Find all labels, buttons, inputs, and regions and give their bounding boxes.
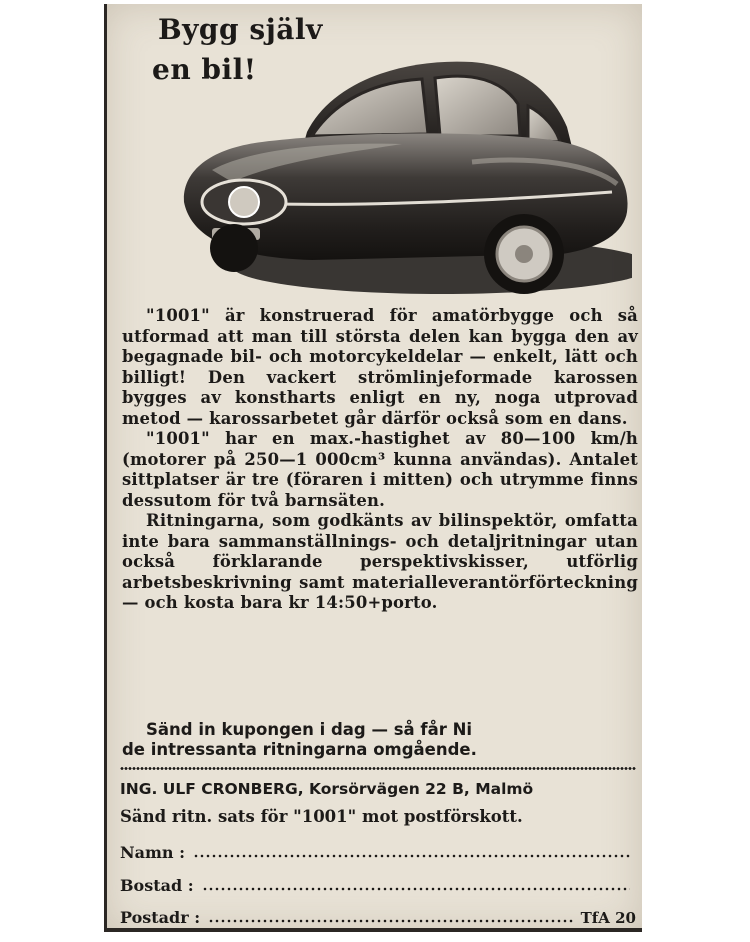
fill-in-line[interactable] — [202, 887, 630, 891]
cta-line-1: Sänd in kupongen i dag — så får Ni — [146, 720, 473, 739]
cta-line-2: de intressanta ritningarna omgående. — [122, 740, 477, 759]
coupon-divider — [120, 766, 636, 771]
car-front-wheel — [210, 224, 258, 272]
vendor-address: ING. ULF CRONBERG, Korsörvägen 22 B, Malmö — [120, 780, 534, 798]
order-text: Sänd ritn. sats för "1001" mot postförskott. — [120, 807, 523, 826]
coupon-field-name[interactable] — [120, 838, 636, 862]
coupon-field-postadr[interactable] — [120, 903, 636, 927]
headline-line-1: Bygg själv — [158, 13, 323, 46]
car-rear-hubcap-center — [515, 245, 533, 263]
ad-paragraph-2: "1001" har en max.-hastighet av 80—100 km/h (motorer på 250—1 000cm³ kunna användas). Antalet sittplatser är tre (föraren i mitten) och utrymme finns dessutom för två barnsäten. — [122, 429, 638, 510]
car-illustration — [172, 52, 632, 307]
call-to-action — [122, 720, 634, 760]
ad-code: TfA 20 — [580, 909, 636, 927]
field-label-bostad: Bostad : — [120, 876, 194, 895]
fill-in-line[interactable] — [208, 919, 575, 923]
clipping-edge-bottom — [104, 928, 642, 932]
fill-in-line[interactable] — [193, 854, 630, 858]
ad-body — [122, 306, 638, 614]
clipping-edge — [104, 4, 107, 932]
car-headlight — [229, 187, 259, 217]
ad-paragraph-1: "1001" är konstruerad för amatörbygge och så utformad att man till största delen kan bygga den av begagnade bil- och motorcykeldelar — enkelt, lätt och billigt! Den vackert strömlinjeformade karossen bygges av konstharts enligt en ny, noga utprovad metod — karossarbetet går därför också som en dans. — [122, 306, 638, 428]
newspaper-clipping — [104, 4, 642, 932]
field-label-postadr: Postadr : — [120, 908, 201, 927]
field-label-namn: Namn : — [120, 843, 186, 862]
ad-paragraph-3: Ritningarna, som godkänts av bilinspektör, omfatta inte bara sammanställnings- och detaljritningar utan också förklarande perspektivskisser, utförlig arbetsbeskrivning samt materialleverantörförteckning — och kosta bara kr 14:50+porto. — [122, 511, 638, 612]
coupon-field-bostad[interactable] — [120, 871, 636, 895]
headline-line-2: en bil! — [152, 53, 257, 86]
